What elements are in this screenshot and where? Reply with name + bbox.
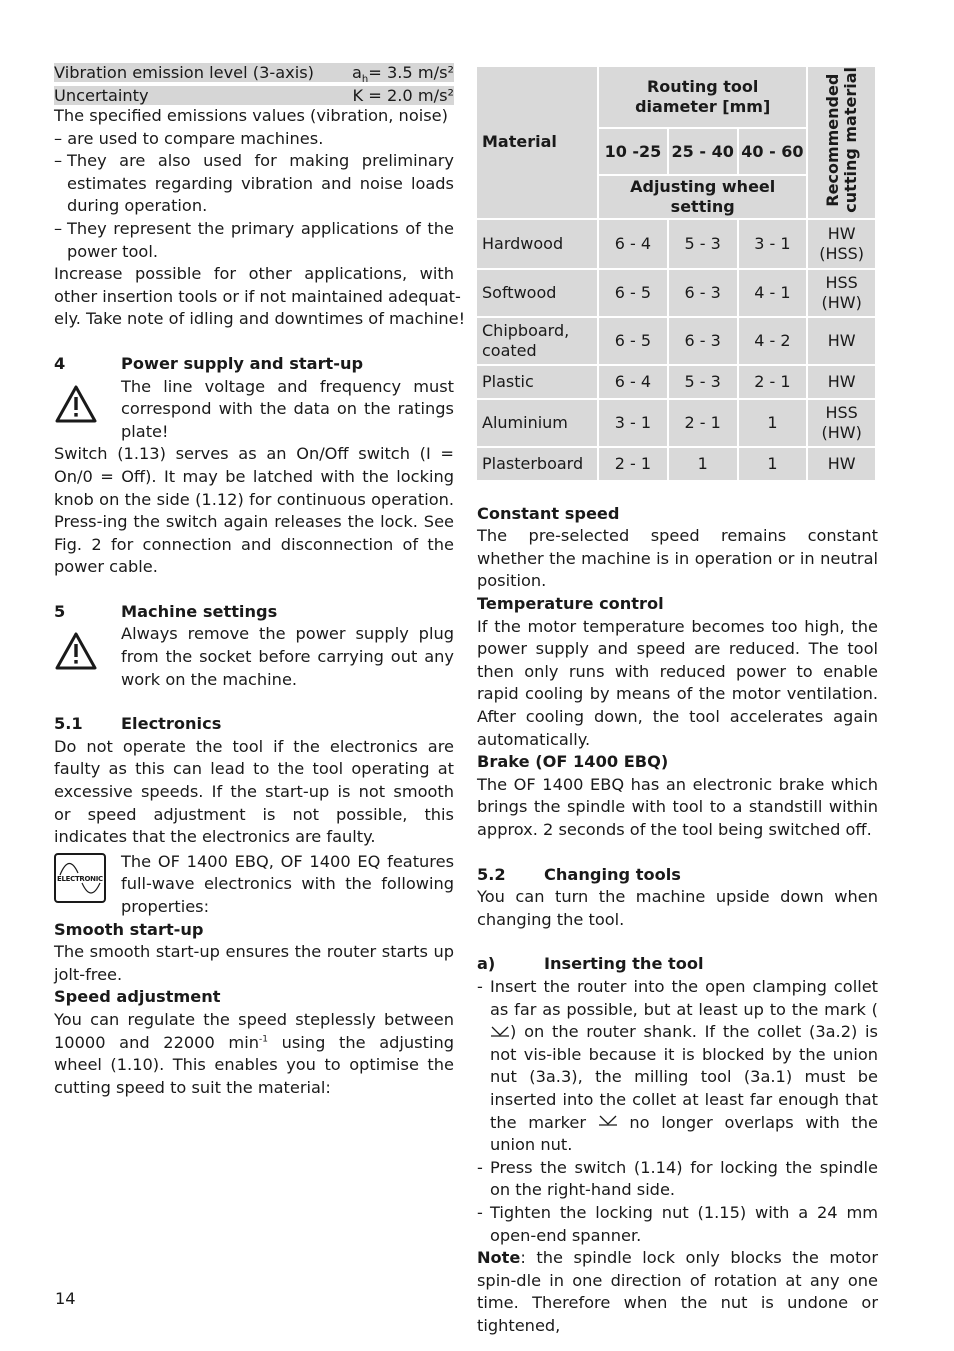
section-5-2-heading: 5.2 Changing tools <box>477 864 681 884</box>
table-row: Plastic 6 - 4 5 - 3 2 - 1 HW <box>477 366 875 398</box>
insert-bullet-1: - Insert the router into the open clamping collet as far as possible, but at least up to the mark () on the router shank. If the collet (3a.2) is not vis-ible because it is blocked by the union nut (3a.3), the milling tool (3a.1) must be inserted into the collet at least far enough that the marker no longer overlaps with the union nut. <box>477 976 878 1155</box>
changing-tools-body: You can turn the machine upside down when changing the tool. <box>477 887 878 929</box>
vibration-label: Vibration emission level (3-axis) <box>54 63 314 82</box>
warning-icon <box>54 631 98 671</box>
electronics-body: Do not operate the tool if the electronics are faulty as this can lead to the tool operating at excessive speeds. If the start-up is not smooth or speed adjustment is not possible, this indicates that the electronics are faulty. <box>54 736 454 847</box>
temperature-control-body: If the motor temperature becomes too high, the power supply and speed are reduced. The tool then only runs with reduced power to enable rapid cooling by means of the motor ventilation. After cooling down, the tool accelerates again automatically. <box>477 616 878 749</box>
section-4-heading: 4 Power supply and start-up <box>54 353 364 373</box>
brake-body: The OF 1400 EBQ has an electronic brake which brings the spindle with tool to a standstill within approx. 2 seconds of the tool being switched off. <box>477 774 878 840</box>
constant-speed-title: Constant speed <box>477 503 620 523</box>
table-row: Hardwood 6 - 4 5 - 3 3 - 1 HW (HSS) <box>477 220 875 268</box>
uncertainty-value: K = 2.0 m/s² <box>352 86 454 105</box>
note-paragraph: Note: the spindle lock only blocks the motor spin-dle in one direction of rotation at any one time. Therefore when the nut is undone or tightened, <box>477 1248 878 1335</box>
smooth-startup-body: The smooth start-up ensures the router starts up jolt-free. <box>54 942 454 984</box>
right-column <box>477 67 878 1337</box>
vibration-row <box>54 63 454 86</box>
emissions-bullet-3: – They represent the primary applications of the power tool. <box>54 218 454 261</box>
temperature-control-title: Temperature control <box>477 594 664 614</box>
material-header: Material <box>477 67 597 218</box>
uncertainty-label: Uncertainty <box>54 86 149 105</box>
section-5-1-heading: 5.1 Electronics <box>54 714 222 734</box>
emissions-intro: The specified emissions values (vibration, noise) <box>54 106 448 125</box>
table-row: Plasterboard 2 - 1 1 1 HW <box>477 448 875 480</box>
range-header: 10 -25 <box>599 129 667 174</box>
wheel-header: Adjusting wheel setting <box>599 176 806 217</box>
left-column <box>54 63 466 1099</box>
section-5-warning: Always remove the power supply plug from the socket before carrying out any work on the machine. <box>54 623 454 691</box>
warning-icon <box>54 384 98 424</box>
vibration-value: $a_h= 3.5$ m/s² <box>351 63 454 86</box>
insert-bullet-3: - Tighten the locking nut (1.15) with a 24 mm open-end spanner. <box>477 1202 878 1245</box>
section-4-warning: The line voltage and frequency must correspond with the data on the ratings plate! <box>54 376 454 444</box>
page-number: 14 <box>55 1289 76 1308</box>
smooth-startup-title: Smooth start-up <box>54 919 204 939</box>
speed-adjustment-title: Speed adjustment <box>54 987 221 1007</box>
diameter-header: Routing tool diameter [mm] <box>599 67 806 127</box>
emissions-bullet-1: – are used to compare machines. <box>54 128 324 148</box>
section-5-heading: 5 Machine settings <box>54 601 278 621</box>
speed-table <box>475 65 877 482</box>
table-row: Softwood 6 - 5 6 - 3 4 - 1 HSS (HW) <box>477 270 875 316</box>
section-a-heading: a) Inserting the tool <box>477 954 704 974</box>
table-row: Aluminium 3 - 1 2 - 1 1 HSS (HW) <box>477 400 875 446</box>
electronic-icon: ELECTRONIC <box>54 853 106 903</box>
emissions-paragraph: Increase possible for other applications, with other insertion tools or if not maintained adequat- ely. Take note of idling and downtimes of machine! <box>54 264 466 329</box>
insertion-mark-icon <box>598 1113 618 1127</box>
range-header: 25 - 40 <box>669 129 737 174</box>
insertion-mark-icon <box>490 1024 510 1038</box>
insert-bullet-2: - Press the switch (1.14) for locking the spindle on the right-hand side. <box>477 1157 878 1200</box>
uncertainty-row <box>54 86 454 105</box>
table-row: Chipboard, coated 6 - 5 6 - 3 4 - 2 HW <box>477 318 875 364</box>
constant-speed-body: The pre-selected speed remains constant whether the machine is in operation or in neutral position. <box>477 526 878 591</box>
electronics-features: ELECTRONIC The OF 1400 EBQ, OF 1400 EQ features full-wave electronics with the following properties: <box>54 851 454 919</box>
section-4-body: Switch (1.13) serves as an On/Off switch (I = On/0 = Off). It may be latched with the locking knob on the side (1.12) for continuous operation. Press-ing the switch again releases the lock. See Fig. 2 for connection and disconnection of the power cable. <box>54 444 454 577</box>
recommended-header: Recommended cutting material <box>808 67 875 218</box>
range-header: 40 - 60 <box>739 129 807 174</box>
brake-title: Brake (OF 1400 EBQ) <box>477 752 669 772</box>
emissions-bullet-2: – They are also used for making preliminary estimates regarding vibration and noise loads during operation. <box>54 151 454 216</box>
speed-adjustment-body: You can regulate the speed steplessly between 10000 and 22000 $\min^{-1} using$ the adjusting wheel (1.10). This enables you to optimise the cutting speed to suit the material: <box>54 1009 454 1097</box>
